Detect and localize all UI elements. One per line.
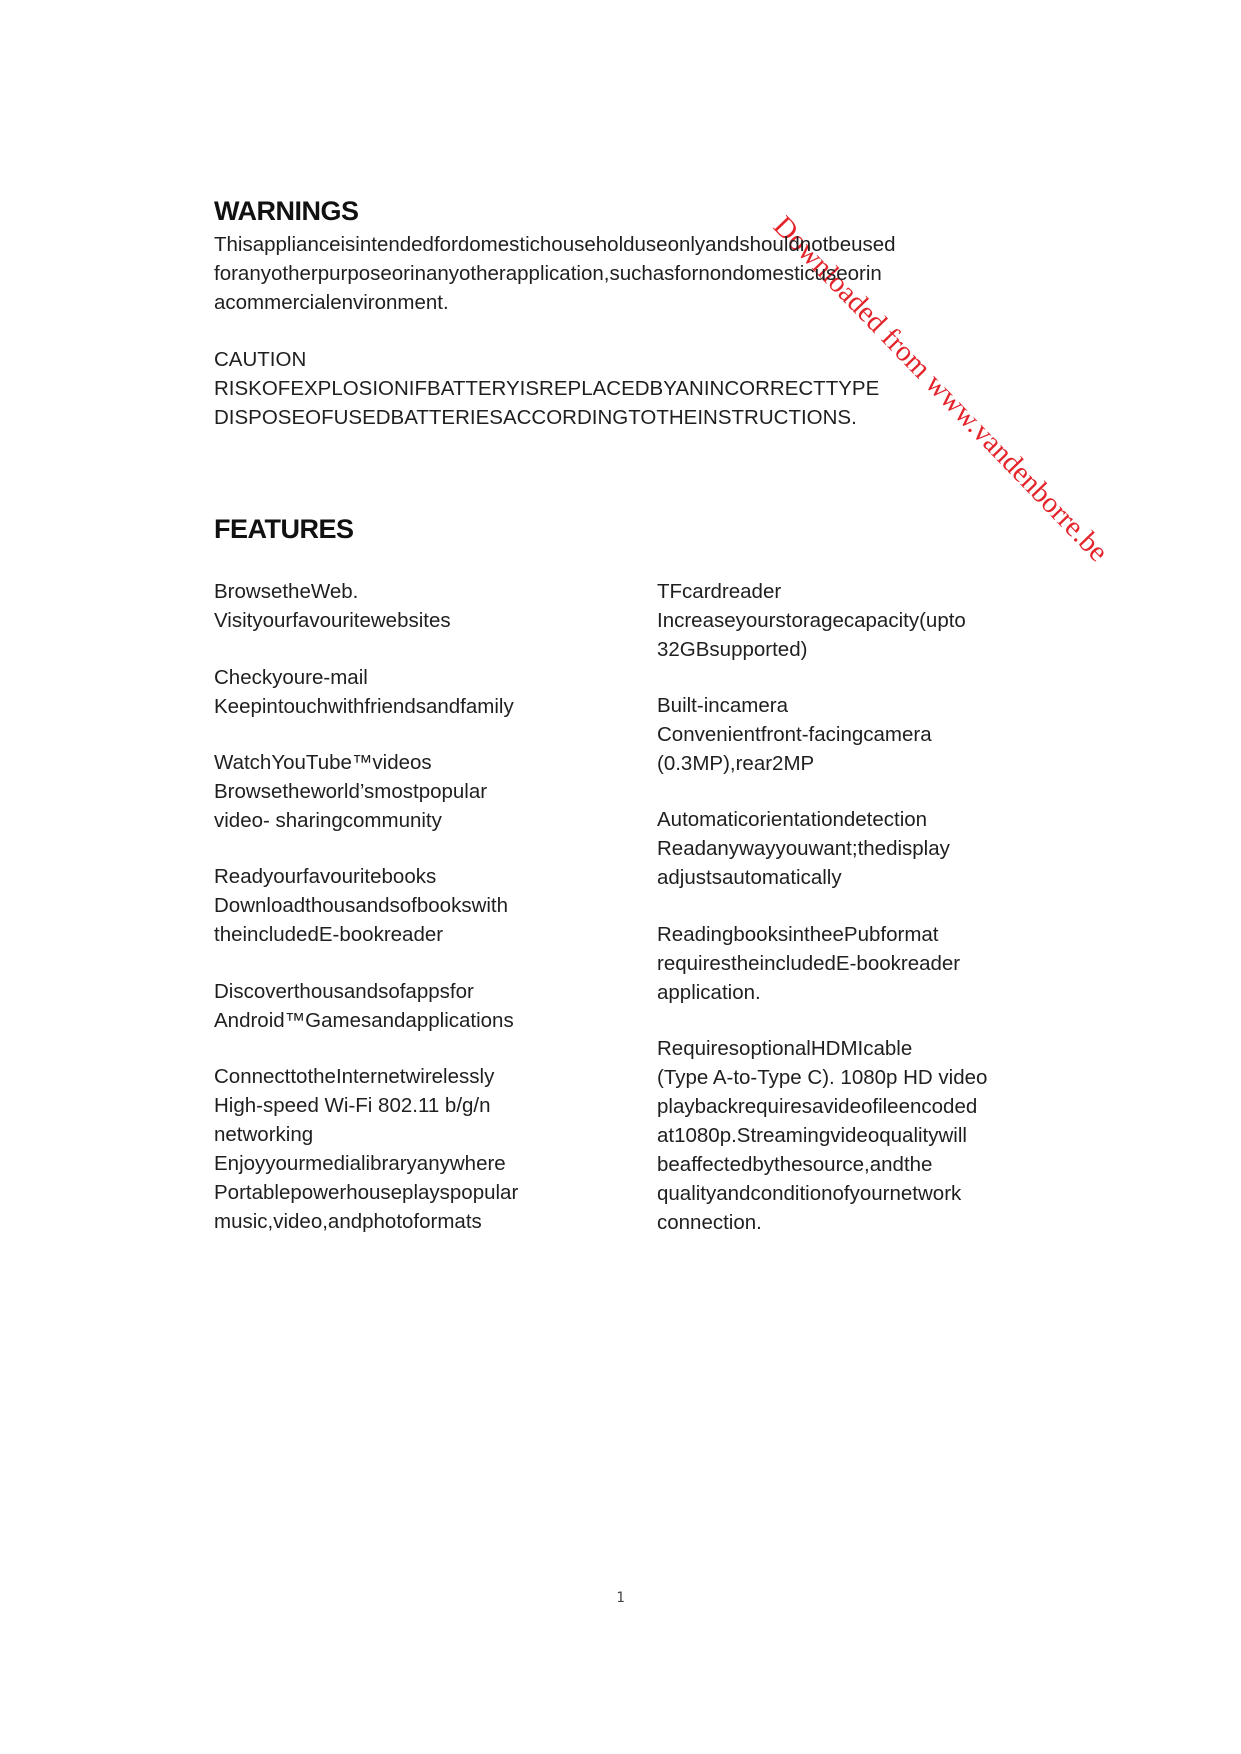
feature-desc: (0.3MP),rear2MP [657,752,815,775]
feature-desc: music,video,andphotoformats [214,1210,482,1233]
feature-desc: Readanywayyouwant;thedisplay [657,837,950,860]
feature-item [657,577,966,664]
feature-item [214,663,514,721]
warnings-body-line: acommercialenvironment. [214,291,449,314]
feature-desc: qualityandconditionofyournetwork [657,1182,962,1205]
page-number: 1 [616,1590,625,1606]
feature-desc: playbackrequiresavideofileencoded [657,1095,978,1118]
feature-desc: connection. [657,1211,762,1234]
feature-title: BrowsetheWeb. [214,580,359,603]
feature-desc: requirestheincludedE-bookreader [657,952,961,975]
feature-item [657,691,932,778]
watermark-text: Downloaded from www.vandenborre.be [766,210,1115,569]
feature-desc: Visityourfavouritewebsites [214,609,451,632]
feature-desc: at1080p.Streamingvideoqualitywill [657,1124,967,1147]
feature-title: ReadingbooksintheePubformat [657,923,939,946]
feature-desc: (Type A-to-Type C). 1080p HD video [657,1066,988,1089]
feature-item [214,1062,518,1236]
feature-item [214,577,451,635]
feature-title: ConnecttotheInternetwirelessly [214,1065,495,1088]
feature-desc: application. [657,981,761,1004]
feature-desc: video- sharingcommunity [214,809,442,832]
feature-item [657,1034,987,1237]
feature-desc: Increaseyourstoragecapacity(upto [657,609,966,632]
warnings-body-line: foranyotherpurposeorinanyotherapplication,suchasfornondomesticuseorin [214,262,882,285]
feature-title: RequiresoptionalHDMIcable [657,1037,913,1060]
feature-item [657,805,950,892]
feature-title: Automaticorientationdetection [657,808,928,831]
feature-desc: Keepintouchwithfriendsandfamily [214,695,514,718]
warnings-body [214,230,896,317]
feature-desc: Browsetheworld’smostpopular [214,780,488,803]
feature-title: Readyourfavouritebooks [214,865,437,888]
features-heading: FEATURES [214,514,354,544]
feature-title: Checkyoure-mail [214,666,368,689]
caution-line: CAUTION [214,348,307,371]
feature-title: TFcardreader [657,580,782,603]
feature-title: Discoverthousandsofappsfor [214,980,474,1003]
feature-item [657,920,960,1007]
warnings-body-line: Thisapplianceisintendedfordomestichouseholduseonlyandshouldnotbeused [214,233,896,256]
caution-line: DISPOSEOFUSEDBATTERIESACCORDINGTOTHEINSTRUCTIONS. [214,406,857,429]
feature-desc: High-speed Wi-Fi 802.11 b/g/n [214,1094,491,1117]
feature-desc: theincludedE-bookreader [214,923,444,946]
feature-desc: Downloadthousandsofbookswith [214,894,509,917]
feature-desc: adjustsautomatically [657,866,842,889]
feature-desc: Enjoyyourmedialibraryanywhere [214,1152,506,1175]
feature-desc: Portablepowerhouseplayspopular [214,1181,519,1204]
feature-item [214,977,514,1035]
feature-desc: beaffectedbythesource,andthe [657,1153,933,1176]
feature-desc: Android™Gamesandapplications [214,1009,514,1032]
caution-block [214,345,879,432]
feature-desc: 32GBsupported) [657,638,808,661]
feature-item [214,748,487,835]
feature-title: WatchYouTube™videos [214,751,432,774]
warnings-heading: WARNINGS [214,196,359,226]
feature-desc: networking [214,1123,314,1146]
feature-desc: Convenientfront-facingcamera [657,723,932,746]
feature-item [214,862,508,949]
feature-title: Built-incamera [657,694,789,717]
caution-line: RISKOFEXPLOSIONIFBATTERYISREPLACEDBYANINCORRECTTYPE [214,377,880,400]
